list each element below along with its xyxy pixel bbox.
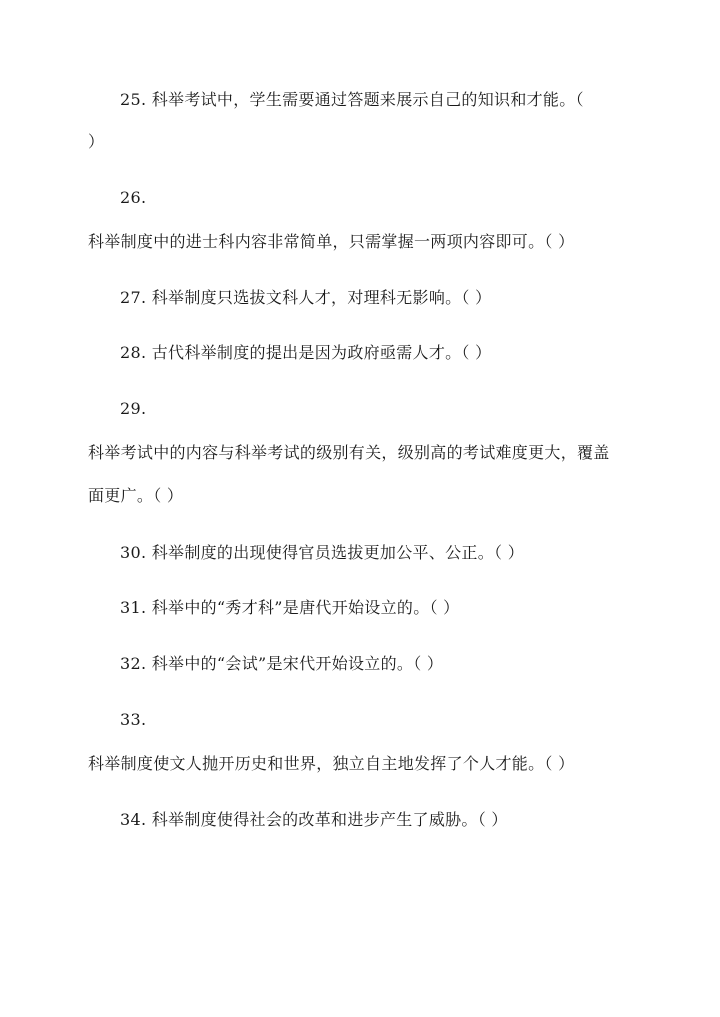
question-25-line-2: ） [88,132,105,151]
question-29-number: 29. [120,399,147,418]
question-29-line-2: 面更广。（ ） [88,486,184,505]
question-26-text: 科举制度中的进士科内容非常简单，只需掌握一两项内容即可。（ ） [88,232,575,251]
question-25-line-1: 25. 科举考试中，学生需要通过答题来展示自己的知识和才能。（ [120,90,584,109]
question-31-text: 31. 科举中的“秀才科”是唐代开始设立的。（ ） [120,598,460,617]
question-32-text: 32. 科举中的“会试”是宋代开始设立的。（ ） [120,654,444,673]
question-26-number: 26. [120,188,147,207]
question-27-text: 27. 科举制度只选拔文科人才，对理科无影响。（ ） [120,288,492,307]
question-30-text: 30. 科举制度的出现使得官员选拔更加公平、公正。（ ） [120,543,525,562]
question-29-line-1: 科举考试中的内容与科举考试的级别有关，级别高的考试难度更大，覆盖 [88,443,610,462]
question-34-text: 34. 科举制度使得社会的改革和进步产生了威胁。（ ） [120,810,508,829]
question-33-number: 33. [120,710,147,729]
question-33-text: 科举制度使文人抛开历史和世界，独立自主地发挥了个人才能。（ ） [88,754,575,773]
question-28-text: 28. 古代科举制度的提出是因为政府亟需人才。（ ） [120,343,492,362]
